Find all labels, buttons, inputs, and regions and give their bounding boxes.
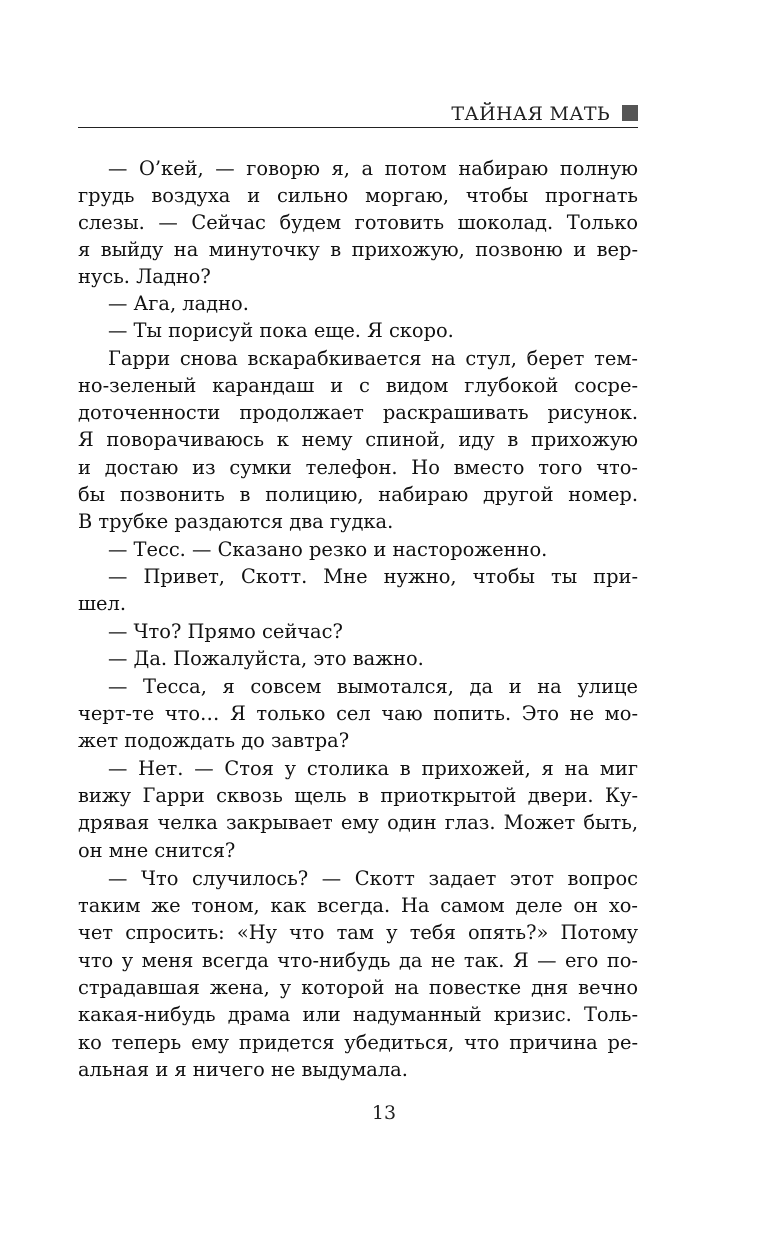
text-line: жет подождать до завтра? [78,729,350,752]
text-line: — О’кей, — говорю я, а потом набираю полную [108,157,638,180]
text-line: грудь воздуха и сильно моргаю, чтобы прогнать [78,184,638,207]
text-line: бы позвонить в полицию, набираю другой номер. [78,483,638,506]
text-line: какая-нибудь драма или надуманный кризис. Толь- [78,1003,638,1026]
text-line: дрявая челка закрывает ему один глаз. Может быть, [78,811,638,834]
text-line: — Да. Пожалуйста, это важно. [108,647,424,670]
text-line: и достаю из сумки телефон. Но вместо того что- [78,456,638,479]
text-line: В трубке раздаются два гудка. [78,510,394,533]
text-line: — Ага, ладно. [108,292,249,315]
text-line: альная и я ничего не выдумала. [78,1058,408,1081]
text-line: черт-те что… Я только сел чаю попить. Это не мо- [78,702,638,725]
text-line: шел. [78,592,126,615]
text-line: ко теперь ему придется убедиться, что причина ре- [78,1031,638,1054]
text-line: я выйду на минуточку в прихожую, позвоню и вер- [78,238,638,261]
text-line: доточенности продолжает раскрашивать рисунок. [78,401,638,424]
text-line: — Нет. — Стоя у столика в прихожей, я на миг [108,757,638,780]
text-line: слезы. — Сейчас будем готовить шоколад. Только [78,211,638,234]
page-number: 13 [371,1102,397,1124]
text-line: но-зеленый карандаш и с видом глубокой сосре- [78,374,638,397]
text-line: страдавшая жена, у которой на повестке дня вечно [78,976,638,999]
running-title: ТАЙНАЯ МАТЬ [451,103,610,125]
text-line: — Привет, Скотт. Мне нужно, чтобы ты при- [108,565,638,588]
text-line: нусь. Ладно? [78,265,211,288]
text-line: — Ты порисуй пока еще. Я скоро. [108,319,454,342]
text-line: чет спросить: «Ну что там у тебя опять?» Потому [78,921,638,944]
text-line: он мне снится? [78,839,236,862]
text-line: таким же тоном, как всегда. На самом деле он хо- [78,894,638,917]
text-line: — Что? Прямо сейчас? [108,620,343,643]
text-line: вижу Гарри сквозь щель в приоткрытой двери. Ку- [78,784,638,807]
text-line: — Что случилось? — Скотт задает этот вопрос [108,867,638,890]
text-line: — Тесса, я совсем вымотался, да и на улице [108,675,638,698]
text-line: — Тесс. — Сказано резко и настороженно. [108,538,548,561]
text-line: Я поворачиваюсь к нему спиной, иду в прихожую [78,428,638,451]
text-line: что у меня всегда что-нибудь да не так. Я — его по- [78,949,638,972]
text-line: Гарри снова вскарабкивается на стул, берет тем- [108,347,638,370]
